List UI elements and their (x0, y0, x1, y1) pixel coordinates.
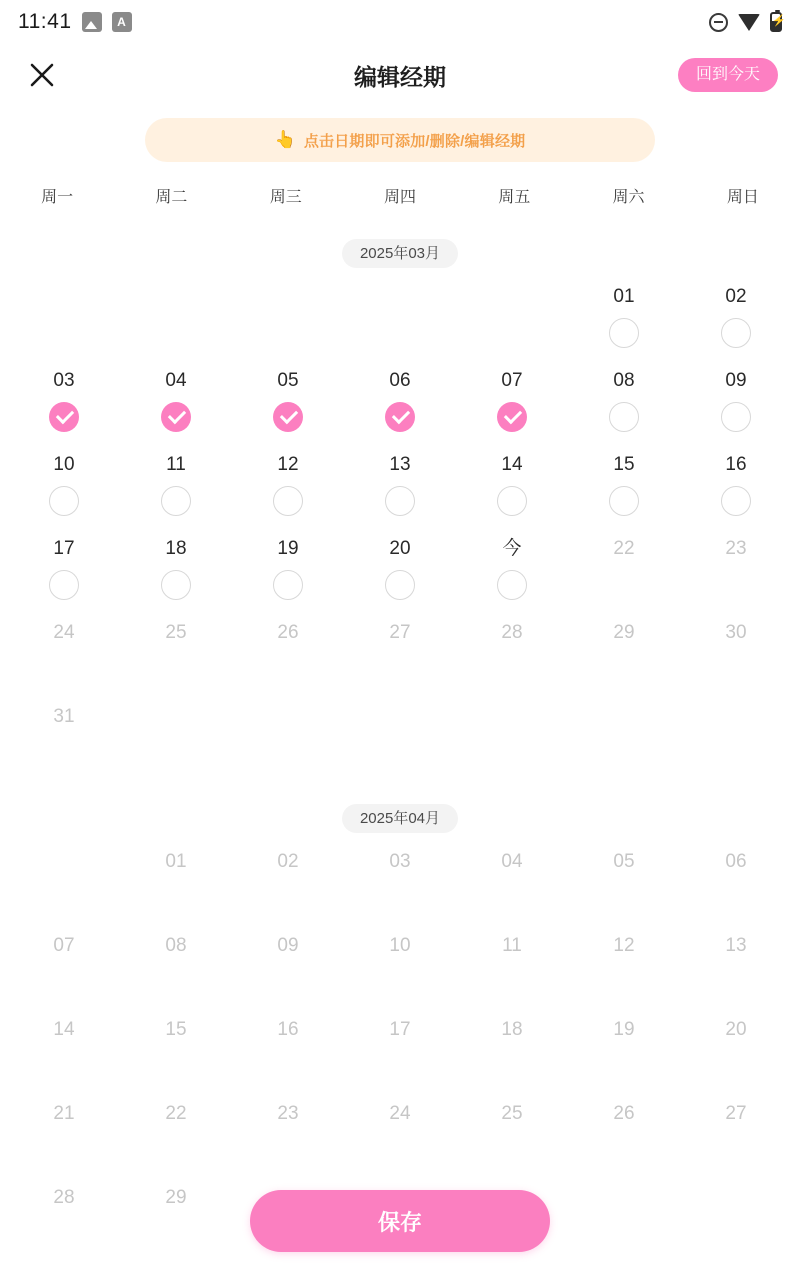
day-cell-empty (344, 702, 456, 778)
weekday-tue: 周二 (155, 189, 188, 206)
day-number: 23 (277, 1103, 299, 1124)
save-bar (0, 1190, 800, 1252)
day-number: 25 (501, 1103, 523, 1124)
day-cell (456, 1099, 568, 1175)
day-number: 24 (53, 622, 75, 643)
day-number: 15 (613, 454, 635, 475)
day-cell-empty (120, 702, 232, 778)
day-cell (232, 1099, 344, 1175)
save-button[interactable]: 保存 (250, 1190, 550, 1252)
day-number: 17 (53, 538, 75, 559)
day-cell[interactable] (680, 282, 792, 358)
day-number: 12 (613, 935, 635, 956)
day-cell (344, 618, 456, 694)
day-number: 03 (389, 851, 411, 872)
day-number: 03 (53, 370, 75, 391)
day-cell-empty (8, 847, 120, 923)
day-cell-empty (120, 282, 232, 358)
day-cell (232, 618, 344, 694)
period-check-icon[interactable] (385, 402, 415, 432)
day-number: 22 (613, 538, 635, 559)
do-not-disturb-icon (709, 13, 728, 32)
day-cell (120, 1099, 232, 1175)
day-circle-icon[interactable] (721, 318, 751, 348)
day-number: 24 (389, 1103, 411, 1124)
day-cell[interactable] (120, 450, 232, 526)
day-cell[interactable] (232, 366, 344, 442)
day-number: 20 (725, 1019, 747, 1040)
tip-banner-wrap (0, 106, 800, 162)
day-cell[interactable] (568, 282, 680, 358)
day-number: 28 (501, 622, 523, 643)
close-icon (28, 61, 56, 89)
day-circle-icon[interactable] (161, 486, 191, 516)
day-number: 23 (725, 538, 747, 559)
day-number: 今 (502, 538, 522, 559)
day-number: 17 (389, 1019, 411, 1040)
day-number: 26 (613, 1103, 635, 1124)
day-number: 08 (165, 935, 187, 956)
period-check-icon[interactable] (161, 402, 191, 432)
day-cell[interactable] (344, 534, 456, 610)
day-number: 29 (613, 622, 635, 643)
day-cell-empty (8, 282, 120, 358)
day-cell (456, 618, 568, 694)
day-cell (344, 847, 456, 923)
day-number: 16 (277, 1019, 299, 1040)
day-cell (120, 618, 232, 694)
day-cell (568, 1015, 680, 1091)
day-cell[interactable] (680, 366, 792, 442)
day-number: 09 (277, 935, 299, 956)
day-number: 06 (389, 370, 411, 391)
day-cell (232, 931, 344, 1007)
day-cell[interactable] (344, 366, 456, 442)
day-cell (568, 534, 680, 610)
day-cell (680, 1099, 792, 1175)
day-number: 01 (165, 851, 187, 872)
page-title: 编辑经期 (354, 63, 446, 90)
month-label-row (8, 239, 792, 268)
day-number: 28 (53, 1187, 75, 1208)
day-cell (8, 702, 120, 778)
day-cell (680, 847, 792, 923)
day-number: 13 (725, 935, 747, 956)
day-cell[interactable] (120, 366, 232, 442)
day-cell[interactable] (456, 450, 568, 526)
day-cell[interactable] (8, 450, 120, 526)
day-number: 19 (277, 538, 299, 559)
day-number: 13 (389, 454, 411, 475)
day-cell-empty (344, 282, 456, 358)
day-cell[interactable] (344, 450, 456, 526)
pointer-tap-icon: 👆 (274, 129, 296, 149)
day-cell (120, 931, 232, 1007)
wifi-icon (738, 14, 760, 31)
day-cell[interactable] (568, 366, 680, 442)
tip-banner (145, 118, 655, 162)
day-number: 26 (277, 622, 299, 643)
day-cell (680, 931, 792, 1007)
day-number: 15 (165, 1019, 187, 1040)
period-check-icon[interactable] (49, 402, 79, 432)
day-number: 27 (725, 1103, 747, 1124)
day-cell (680, 618, 792, 694)
day-cell[interactable] (8, 534, 120, 610)
month-label: 2025年03月 (342, 239, 458, 268)
day-circle-icon[interactable] (609, 486, 639, 516)
day-number: 06 (725, 851, 747, 872)
day-number: 22 (165, 1103, 187, 1124)
app-icon: A (112, 12, 132, 32)
day-number: 05 (613, 851, 635, 872)
day-circle-icon[interactable] (273, 486, 303, 516)
day-circle-icon[interactable] (497, 570, 527, 600)
day-cell[interactable] (456, 366, 568, 442)
day-cell (568, 931, 680, 1007)
day-number: 12 (277, 454, 299, 475)
weekday-header (0, 162, 800, 213)
day-cell (680, 534, 792, 610)
day-number: 20 (389, 538, 411, 559)
weekday-wed: 周三 (269, 189, 302, 206)
day-number: 27 (389, 622, 411, 643)
day-circle-icon[interactable] (49, 570, 79, 600)
day-cell[interactable] (232, 450, 344, 526)
back-to-today-button[interactable]: 回到今天 (678, 58, 778, 92)
day-cell (456, 1015, 568, 1091)
day-circle-icon[interactable] (385, 486, 415, 516)
status-bar (0, 0, 800, 44)
day-cell (344, 1015, 456, 1091)
status-bar-right (709, 12, 782, 32)
day-circle-icon[interactable] (49, 486, 79, 516)
day-cell[interactable] (8, 366, 120, 442)
day-cell (232, 1015, 344, 1091)
close-button[interactable] (22, 55, 62, 95)
day-number: 07 (53, 935, 75, 956)
day-number: 31 (53, 706, 75, 727)
day-circle-icon[interactable] (721, 402, 751, 432)
day-cell (8, 931, 120, 1007)
day-grid (8, 282, 792, 778)
day-cell (456, 931, 568, 1007)
day-number: 07 (501, 370, 523, 391)
day-number: 08 (613, 370, 635, 391)
day-cell (8, 1099, 120, 1175)
day-number: 18 (501, 1019, 523, 1040)
day-cell (344, 931, 456, 1007)
day-circle-icon[interactable] (609, 402, 639, 432)
day-number: 04 (165, 370, 187, 391)
day-number: 16 (725, 454, 747, 475)
day-circle-icon[interactable] (721, 486, 751, 516)
day-cell-empty (456, 282, 568, 358)
weekday-fri: 周五 (498, 189, 531, 206)
day-cell-empty (568, 702, 680, 778)
status-clock: 11:41 (18, 10, 72, 33)
day-cell (8, 618, 120, 694)
day-number: 30 (725, 622, 747, 643)
day-number: 11 (502, 935, 522, 956)
day-number: 11 (166, 454, 186, 475)
day-cell[interactable] (120, 534, 232, 610)
day-number: 09 (725, 370, 747, 391)
day-number: 05 (277, 370, 299, 391)
day-number: 10 (389, 935, 411, 956)
tip-text: 点击日期即可添加/删除/编辑经期 (303, 132, 526, 150)
day-circle-icon[interactable] (497, 486, 527, 516)
day-circle-icon[interactable] (273, 570, 303, 600)
day-number: 14 (501, 454, 523, 475)
day-circle-icon[interactable] (161, 570, 191, 600)
day-cell (8, 1015, 120, 1091)
day-cell-empty (232, 702, 344, 778)
status-bar-left (18, 10, 132, 34)
page-header (0, 44, 800, 106)
day-circle-icon[interactable] (385, 570, 415, 600)
day-cell-empty (680, 702, 792, 778)
day-cell (232, 847, 344, 923)
day-cell[interactable] (456, 534, 568, 610)
day-cell (568, 847, 680, 923)
weekday-sun: 周日 (726, 189, 759, 206)
day-cell-empty (232, 282, 344, 358)
battery-charging-icon (770, 12, 782, 32)
weekday-sat: 周六 (612, 189, 645, 206)
day-cell (680, 1015, 792, 1091)
month-label-row (8, 804, 792, 833)
calendar-scroll-area[interactable] (0, 239, 800, 1259)
period-check-icon[interactable] (273, 402, 303, 432)
period-check-icon[interactable] (497, 402, 527, 432)
day-number: 29 (165, 1187, 187, 1208)
day-cell[interactable] (568, 450, 680, 526)
day-circle-icon[interactable] (609, 318, 639, 348)
day-cell (568, 618, 680, 694)
day-cell[interactable] (680, 450, 792, 526)
photo-icon (82, 12, 102, 32)
day-cell (456, 847, 568, 923)
day-number: 18 (165, 538, 187, 559)
month-label: 2025年04月 (342, 804, 458, 833)
day-number: 10 (53, 454, 75, 475)
day-cell (568, 1099, 680, 1175)
day-number: 02 (725, 286, 747, 307)
day-number: 25 (165, 622, 187, 643)
day-cell-empty (456, 702, 568, 778)
weekday-mon: 周一 (41, 189, 74, 206)
day-cell (120, 1015, 232, 1091)
day-cell[interactable] (232, 534, 344, 610)
day-number: 04 (501, 851, 523, 872)
day-number: 19 (613, 1019, 635, 1040)
day-cell (344, 1099, 456, 1175)
weekday-thu: 周四 (383, 189, 416, 206)
day-number: 01 (613, 286, 635, 307)
day-number: 02 (277, 851, 299, 872)
day-number: 21 (53, 1103, 75, 1124)
day-number: 14 (53, 1019, 75, 1040)
day-cell (120, 847, 232, 923)
